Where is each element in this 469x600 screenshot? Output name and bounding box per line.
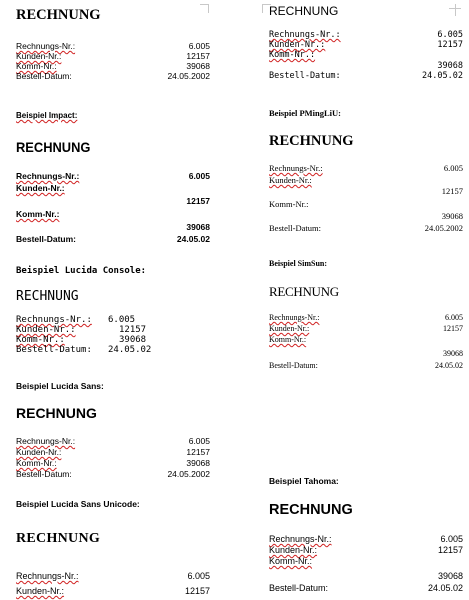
field-value: 6.005 [440, 534, 463, 544]
field-value: 24.05.2002 [167, 469, 210, 479]
field-label: Komm-Nr.: [269, 556, 313, 566]
field-value: 6.005 [188, 436, 210, 446]
field-value: 24.05.02 [435, 361, 463, 370]
invoice-title: RECHNUNG [269, 284, 339, 299]
invoice-title: RECHNUNG [16, 405, 97, 421]
sample-label: Beispiel Lucida Sans: [16, 381, 104, 391]
field-label: Rechnungs-Nr.: [16, 171, 80, 181]
sample-label: Beispiel Lucida Console: [16, 266, 147, 276]
field-label: Rechnungs-Nr.: [16, 41, 76, 51]
field-value: 39068 [443, 349, 463, 358]
field-value: 12157 [186, 447, 210, 457]
field-value: 24.05.2002 [167, 71, 210, 81]
sample-label: Beispiel Tahoma: [269, 476, 339, 486]
field-value: 6.005 [445, 313, 463, 322]
field-label: Rechnungs-Nr.: [269, 313, 320, 322]
field-value: 39068 [186, 458, 210, 468]
field-label: Komm-Nr.: [16, 335, 65, 345]
field-label: Kunden-Nr.: [16, 325, 76, 335]
field-label: Rechnungs-Nr.: [269, 534, 332, 544]
field-label: Bestell-Datum: [269, 223, 321, 233]
field-label: Kunden-Nr.: [16, 447, 62, 457]
field-label: Rechnungs-Nr.: [16, 571, 79, 581]
field-label: Kunden-Nr.: [16, 51, 62, 61]
field-label: Komm-Nr.: [269, 50, 316, 60]
invoice-title: RECHNUNG [269, 133, 354, 149]
field-value: 6.005 [108, 315, 136, 325]
field-label: Kunden-Nr.: [269, 324, 310, 333]
field-label: Kunden-Nr.: [16, 183, 65, 193]
field-value: 39068 [119, 335, 147, 345]
sample-label: Beispiel Lucida Sans Unicode: [16, 499, 140, 509]
sample-label: Beispiel Impact: [16, 111, 78, 120]
field-value: 12157 [441, 186, 463, 196]
field-label: Kunden-Nr.: [16, 586, 65, 596]
field-value: 24.05.02 [176, 234, 210, 244]
field-label: Komm-Nr.: [16, 61, 57, 71]
invoice-title: RECHNUNG [16, 531, 101, 546]
page-corner-mark [200, 4, 209, 13]
field-label: Rechnungs-Nr.: [16, 436, 76, 446]
field-value: 6.005 [187, 571, 210, 581]
field-value: 12157 [437, 40, 463, 50]
field-value: 24.05.02 [427, 583, 463, 593]
invoice-title: RECHNUNG [269, 502, 353, 518]
field-label: Rechnungs-Nr.: [269, 30, 341, 40]
field-label: Bestell-Datum: [16, 71, 72, 81]
field-value: 12157 [119, 325, 147, 335]
page-corner-mark [455, 4, 456, 16]
field-label: Kunden-Nr.: [269, 175, 312, 185]
field-value: 12157 [186, 51, 210, 61]
field-label: Bestell-Datum: [16, 234, 76, 244]
field-label: Komm-Nr.: [16, 209, 60, 219]
sample-label: Beispiel SimSun: [269, 259, 328, 268]
field-label: Komm-Nr.: [16, 458, 57, 468]
field-label: Bestell-Datum: [269, 361, 318, 370]
invoice-title: RECHNUNG [16, 289, 79, 304]
field-value: 12157 [184, 586, 210, 596]
field-value: 6.005 [443, 163, 463, 173]
field-label: Bestell-Datum: [269, 71, 341, 81]
field-value: 39068 [186, 61, 210, 71]
field-value: 39068 [437, 61, 463, 71]
field-value: 6.005 [188, 41, 210, 51]
field-label: Rechnungs-Nr.: [269, 163, 323, 173]
field-value: 24.05.2002 [424, 223, 463, 233]
field-label: Komm-Nr.: [269, 199, 309, 209]
field-value: 12157 [437, 545, 463, 555]
invoice-title: RECHNUNG [269, 4, 339, 18]
invoice-title: RECHNUNG [16, 139, 91, 155]
field-label: Rechnungs-Nr.: [16, 315, 92, 325]
field-label: Komm-Nr.: [269, 335, 307, 344]
field-label: Bestell-Datum: [16, 469, 72, 479]
field-label: Bestell-Datum: [16, 345, 92, 355]
field-label: Kunden-Nr.: [269, 40, 326, 50]
field-value: 6.005 [437, 30, 463, 40]
field-value: 39068 [437, 571, 463, 581]
field-value: 12157 [186, 196, 210, 206]
invoice-title: RECHNUNG [16, 7, 101, 23]
field-value: 12157 [443, 324, 463, 333]
sample-label: Beispiel PMingLiU: [269, 108, 342, 118]
page-corner-mark [449, 8, 461, 9]
field-value: 39068 [186, 222, 210, 232]
field-value: 24.05.02 [108, 345, 152, 355]
field-label: Bestell-Datum: [269, 583, 329, 593]
field-value: 39068 [441, 211, 463, 221]
field-label: Kunden-Nr.: [269, 545, 318, 555]
field-value: 6.005 [188, 171, 210, 181]
field-value: 24.05.02 [422, 71, 463, 81]
